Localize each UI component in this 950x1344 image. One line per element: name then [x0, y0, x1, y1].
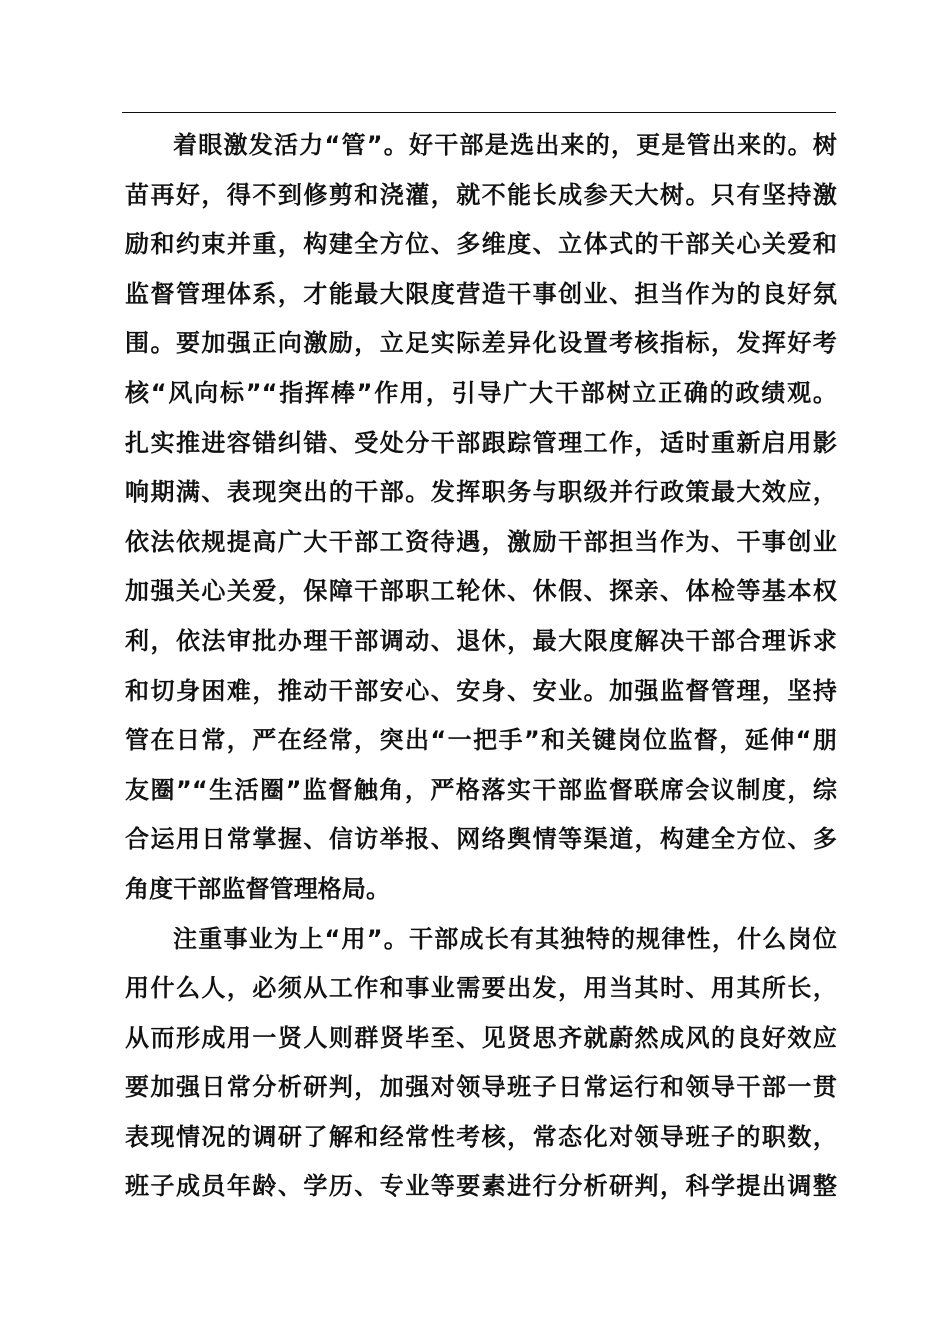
text-line: 加强关心关爱，保障干部职工轮休、休假、探亲、体检等基本权 [125, 577, 837, 606]
text-line: 管在日常，严在经常，突出“一把手”和关键岗位监督，延伸“朋 [125, 726, 837, 755]
text-line: 要加强日常分析研判，加强对领导班子日常运行和领导干部一贯 [125, 1073, 837, 1102]
text-line: 班子成员年龄、学历、专业等要素进行分析研判，科学提出调整 [125, 1172, 837, 1201]
text-line: 合运用日常掌握、信访举报、网络舆情等渠道，构建全方位、多 [125, 825, 837, 854]
body-text [125, 121, 837, 1212]
text-line: 着眼激发活力“管”。好干部是选出来的，更是管出来的。树 [173, 131, 837, 159]
text-line: 和切身困难，推动干部安心、安身、安业。加强监督管理，坚持 [125, 676, 837, 705]
text-line: 扎实推进容错纠错、受处分干部跟踪管理工作，适时重新启用影 [125, 428, 837, 457]
text-line: 用什么人，必须从工作和事业需要出发，用当其时、用其所长， [125, 974, 837, 1003]
text-line: 围。要加强正向激励，立足实际差异化设置考核指标，发挥好考 [125, 329, 837, 358]
text-line: 监督管理体系，才能最大限度营造干事创业、担当作为的良好氛 [125, 279, 837, 308]
text-line: 苗再好，得不到修剪和浇灌，就不能长成参天大树。只有坚持激 [125, 180, 837, 209]
paragraph-2 [125, 915, 837, 1213]
text-line: 依法依规提高广大干部工资待遇，激励干部担当作为、干事创业 [125, 527, 837, 556]
text-line: 从而形成用一贤人则群贤毕至、见贤思齐就蔚然成风的良好效应 [125, 1023, 837, 1052]
text-line: 表现情况的调研了解和经常性考核，常态化对领导班子的职数， [125, 1122, 837, 1151]
paragraph-1 [125, 121, 837, 915]
text-line: 注重事业为上“用”。干部成长有其独特的规律性，什么岗位 [173, 924, 837, 953]
header-rule [122, 112, 836, 113]
text-line: 利，依法审批办理干部调动、退休，最大限度解决干部合理诉求 [125, 626, 837, 655]
text-line: 响期满、表现突出的干部。发挥职务与职级并行政策最大效应， [125, 478, 837, 507]
text-line: 角度干部监督管理格局。 [125, 874, 391, 903]
text-line: 励和约束并重，构建全方位、多维度、立体式的干部关心关爱和 [125, 230, 837, 259]
text-line: 友圈”“生活圈”监督触角，严格落实干部监督联席会议制度，综 [125, 775, 837, 804]
text-line: 核“风向标”“指挥棒”作用，引导广大干部树立正确的政绩观。 [125, 378, 837, 407]
